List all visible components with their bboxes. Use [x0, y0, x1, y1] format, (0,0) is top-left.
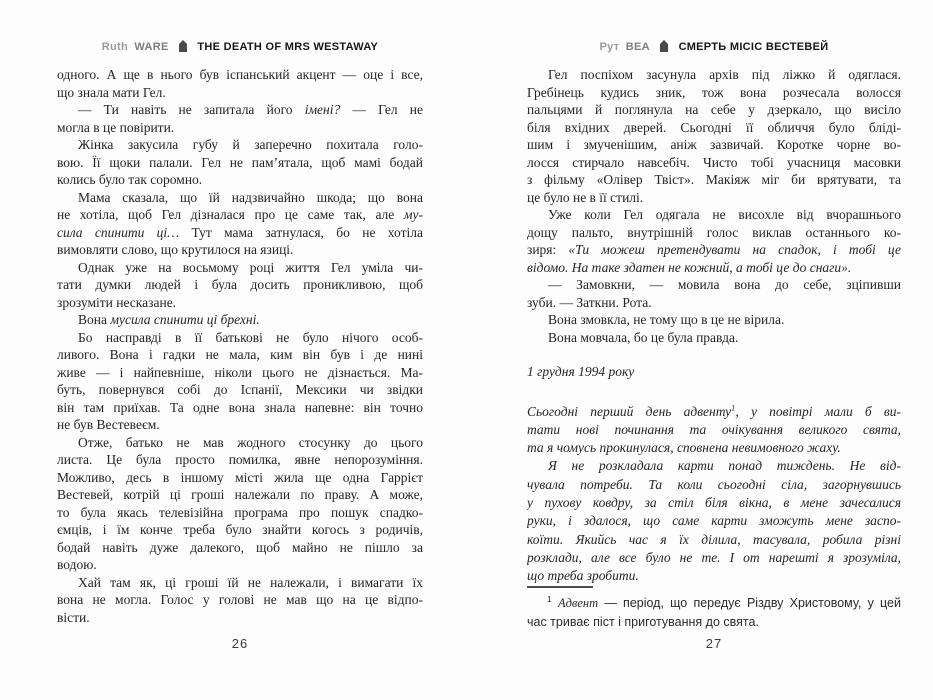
text-segment: зрозуміти несказане. — [57, 294, 177, 310]
text-segment: — Замовкни, — мовила вона до себе, зціпивши — [548, 277, 901, 292]
text-line — [527, 476, 901, 494]
text-segment: Тут мама затнулася, бо не хотіла — [179, 224, 423, 240]
paragraph — [527, 206, 901, 276]
text-segment: коїти. Якийсь час я їх ділила, тасувала, робила різні — [527, 531, 901, 547]
text-line — [57, 259, 423, 277]
text-segment: тати думки людей і була досить проникливою, щоб — [57, 277, 423, 292]
paragraph — [527, 311, 901, 329]
left-page-body — [57, 66, 423, 626]
text-line — [527, 294, 901, 312]
text-segment: Можливо, десь в іншому місті жила ще одна Гаррієт — [57, 469, 423, 485]
text-line — [57, 84, 423, 102]
text-line — [527, 512, 901, 530]
right-page-body — [527, 66, 901, 585]
paragraph — [57, 259, 423, 312]
text-line — [57, 574, 423, 592]
text-segment: 1 — [731, 402, 736, 412]
text-segment: — період, що передує Різдву Христовому, у цей — [598, 595, 901, 610]
text-line — [57, 329, 423, 347]
paragraph — [57, 434, 423, 574]
text-segment: Вона мовчала, бо це була правда. — [548, 329, 739, 345]
text-segment: «Ти можеш претендувати на спадок, і тобі це — [568, 242, 901, 257]
paragraph — [527, 66, 901, 206]
text-segment: могла в це повірити. — [57, 119, 175, 135]
paragraph — [527, 276, 901, 311]
text-segment: буть, повернувся собі до Іспанії, Мексики чи звідки — [57, 382, 423, 397]
text-segment: Я не розкладала карти понад тиждень. Не від- — [548, 458, 901, 474]
text-segment: бодай навіть дуже далекого, щоб майно не пішло за — [57, 539, 423, 555]
left-page — [57, 0, 423, 700]
book-title: СМЕРТЬ МІСІС ВЕСТЕВЕЙ — [678, 41, 829, 53]
author-last-name: ВЕА — [625, 41, 650, 53]
text-segment: живе — і найпевніше, ніколи цього не дізнається. Ма- — [57, 364, 423, 380]
paragraph — [57, 136, 423, 189]
text-segment: то була якась телевізійна програма про пошук спадко- — [57, 504, 423, 520]
text-segment: не був Вестевеєм. — [57, 417, 160, 432]
text-line — [527, 567, 901, 585]
text-segment: Уже коли Гел одягала не висохле від вчорашнього — [548, 207, 901, 222]
text-segment: Мама сказала, що їй надзвичайно шкода; що вона — [78, 189, 423, 205]
text-segment: Сьогодні перший день адвенту — [527, 403, 732, 419]
text-segment: розклади, але все було не те. І от нарешті я зрозуміла, — [527, 549, 901, 565]
text-segment: сила спинити ці… — [57, 224, 180, 240]
text-line — [527, 311, 901, 329]
text-segment: Отже, батько не мав жодного стосунку до цього — [78, 434, 423, 450]
text-segment: та я чомусь прокинулася, сповнена невимовного жаху. — [527, 440, 841, 456]
text-line — [527, 613, 901, 632]
text-line — [57, 101, 423, 119]
text-segment: Вона змовкла, не тому що в це не вірила. — [548, 312, 785, 327]
text-segment: Гел поспіхом засунула архів під ліжко й одяглася. — [548, 67, 901, 82]
right-running-header — [527, 40, 901, 53]
text-segment: імені? — [304, 102, 341, 117]
text-segment: Бо насправді в її батькові не було нічого особ- — [78, 329, 423, 345]
text-line — [57, 381, 423, 399]
text-segment: 1 грудня 1994 року — [527, 364, 635, 379]
text-line — [527, 363, 901, 381]
author-first-name: Рут — [599, 41, 620, 53]
text-segment: ливого. Вона і гадки не мала, ким він був і де нині — [57, 347, 423, 362]
text-line — [57, 451, 423, 469]
text-line — [57, 434, 423, 452]
text-segment: вісти. — [57, 609, 90, 625]
tower-ornament-icon — [178, 40, 188, 52]
text-segment: Вестевей, котрій ці гроші належали по праву. А може, — [57, 487, 423, 502]
text-segment: що треба зробити. — [527, 568, 639, 584]
text-line — [57, 154, 423, 172]
text-line — [57, 171, 423, 189]
text-line — [57, 521, 423, 539]
text-line — [527, 224, 901, 242]
paragraph — [527, 363, 901, 381]
text-line — [57, 276, 423, 294]
paragraph — [57, 66, 423, 101]
text-segment: Хай там як, ці гроші їй не належали, і вимагати їх — [78, 574, 423, 590]
text-segment: біля вхідних дверей. Сьогодні її обличчя було бліді- — [527, 119, 901, 135]
text-segment: що знала мати Гел. — [57, 84, 166, 100]
text-segment: му- — [403, 207, 423, 222]
text-line — [57, 504, 423, 522]
author-first-name: Ruth — [101, 41, 129, 53]
text-line — [57, 119, 423, 137]
text-segment: він там приїхав. Та одне вона знала напевне: він точно — [57, 399, 423, 415]
paragraph — [57, 329, 423, 434]
text-line — [57, 66, 423, 84]
text-segment: ємців, і їм конче треба було знайти когось з родичів, — [57, 522, 423, 537]
text-line — [57, 556, 423, 574]
text-line — [527, 189, 901, 207]
text-line — [527, 403, 901, 421]
text-segment: зуби. — Заткни. Рота. — [527, 294, 652, 310]
text-line — [57, 206, 423, 224]
paragraph — [527, 457, 901, 585]
right-page — [527, 0, 901, 700]
text-segment: листа. Це була просто помилка, явне непорозуміння. — [57, 452, 423, 467]
paragraph — [527, 403, 901, 458]
text-line — [527, 84, 901, 102]
text-segment: Гребінець кудись зник, тож вона розчесала волосся — [527, 84, 901, 100]
text-line — [57, 136, 423, 154]
tower-ornament-icon — [659, 40, 669, 52]
text-line — [527, 171, 901, 189]
text-segment: це було не в її стилі. — [527, 189, 644, 205]
book-title: THE DEATH OF MRS WESTAWAY — [197, 41, 379, 53]
text-segment: мусила спинити ці брехні. — [110, 312, 260, 327]
text-line — [57, 189, 423, 207]
text-line — [57, 224, 423, 242]
text-line — [527, 101, 901, 119]
text-line — [527, 276, 901, 294]
text-line — [527, 457, 901, 475]
text-segment: водою. — [57, 557, 97, 572]
footnote — [527, 586, 901, 632]
text-line — [527, 329, 901, 347]
text-line — [57, 311, 423, 329]
text-segment: тати нові починання та очікування великого свята, — [527, 421, 901, 437]
text-line — [57, 294, 423, 312]
text-line — [57, 609, 423, 627]
text-line — [527, 259, 901, 277]
text-segment: Жінка закусила губу й заперечно похитала голо- — [78, 137, 423, 152]
text-segment: дощу пальто, внутрішній голос виклав останнього ко- — [527, 224, 901, 240]
text-segment: час триває піст і приготування до свята. — [527, 614, 759, 629]
paragraph — [57, 189, 423, 259]
text-line — [57, 346, 423, 364]
text-segment: вимовляти слово, що крутилося на язиці. — [57, 242, 294, 257]
footnote-rule — [527, 586, 593, 588]
text-line — [57, 539, 423, 557]
text-segment: Адвент — [557, 595, 599, 610]
paragraph — [527, 329, 901, 347]
text-line — [57, 486, 423, 504]
text-line — [527, 241, 901, 259]
left-page-number: 26 — [231, 636, 249, 651]
text-line — [527, 421, 901, 439]
text-line — [527, 439, 901, 457]
text-segment: вою. Її щоки палали. Гел не пам’ятала, щоб мамі бодай — [57, 154, 423, 170]
text-segment: у пухову ковдру, за стіл біля вікна, в мене зачесалися — [527, 494, 901, 510]
text-segment: — Ти навіть не запитала його — [78, 102, 305, 117]
text-line — [57, 241, 423, 259]
text-segment: з фільму «Олівер Твіст». Макіяж міг би врятувати, та — [527, 172, 901, 187]
text-segment: Вона — [78, 312, 111, 327]
text-segment: , у повітрі мали б ви- — [735, 403, 901, 419]
text-segment: чувала потреби. Та коли сьогодні сіла, загорнувшись — [527, 476, 901, 492]
text-segment: відомо. На таке здатен не кожний, а тобі це до снаги». — [527, 259, 852, 275]
text-segment: пальцями й поглянула на себе у дзеркало, що висіло — [527, 102, 901, 117]
text-line — [527, 594, 901, 613]
text-line — [57, 591, 423, 609]
text-segment: лосся стирчало навсебіч. Чисто тобі учасниця масовки — [527, 154, 901, 170]
text-line — [527, 549, 901, 567]
text-line — [527, 531, 901, 549]
text-segment: шим і змученішим, аніж зазвичай. Коротке чорне во- — [527, 137, 901, 152]
text-line — [57, 399, 423, 417]
footnote-lines — [527, 594, 901, 632]
paragraph — [57, 311, 423, 329]
text-segment: Однак уже на восьмому році життя Гел уміла чи- — [78, 259, 423, 275]
text-line — [527, 66, 901, 84]
text-line — [57, 469, 423, 487]
author-last-name: WARE — [134, 41, 169, 53]
text-segment: 1 — [547, 593, 552, 604]
text-segment: руки, і здалося, що саме карти зможуть мене заспо- — [527, 513, 901, 529]
text-line — [57, 364, 423, 382]
text-line — [527, 136, 901, 154]
left-running-header — [57, 40, 423, 53]
text-line — [57, 416, 423, 434]
right-page-number: 27 — [705, 636, 723, 651]
text-line — [527, 119, 901, 137]
text-segment: колись було так соромно. — [57, 172, 203, 187]
paragraph — [57, 574, 423, 627]
paragraph — [57, 101, 423, 136]
text-segment: зиря: — [527, 242, 569, 257]
text-segment: не хотіла, щоб Гел дізналася про це саме так, але — [57, 207, 404, 222]
text-line — [527, 494, 901, 512]
text-segment: одного. А ще в нього був іспанський акцент — оце і все, — [57, 67, 423, 82]
text-line — [527, 206, 901, 224]
text-segment: — Гел не — [340, 102, 423, 117]
text-line — [527, 154, 901, 172]
text-segment: вона не могла. Голос у голові не мав що на це відпо- — [57, 592, 423, 607]
